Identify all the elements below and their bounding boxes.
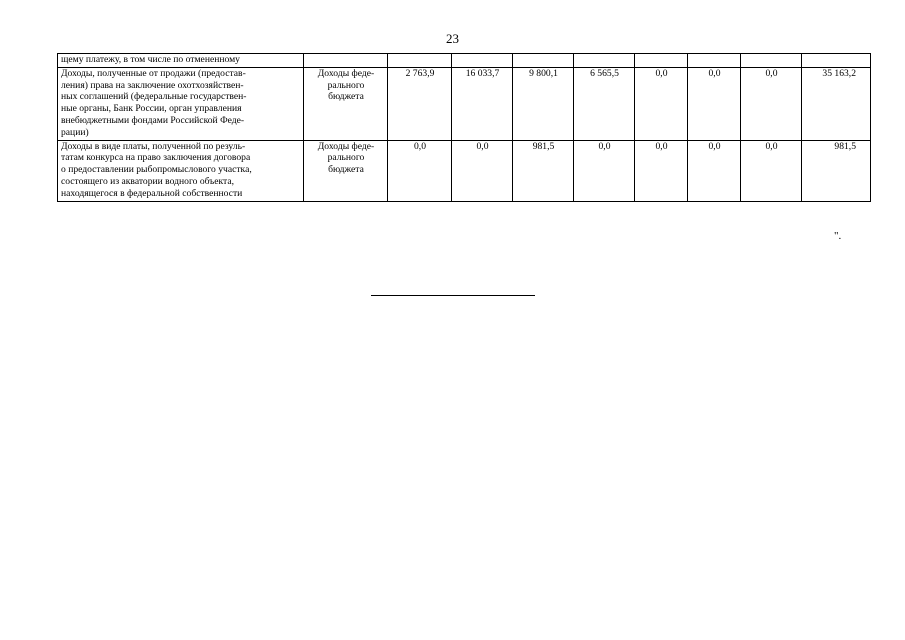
row-value: 0,0 bbox=[635, 140, 688, 201]
row-value: 9 800,1 bbox=[513, 67, 574, 140]
closing-quote-mark: ". bbox=[834, 230, 842, 242]
row-value: 0,0 bbox=[741, 67, 802, 140]
table-row-hunting-agreements bbox=[58, 67, 871, 140]
row-value: 0,0 bbox=[688, 67, 741, 140]
row-category bbox=[304, 54, 388, 68]
row-value: 0,0 bbox=[688, 140, 741, 201]
table-row-fishing-plots bbox=[58, 140, 871, 201]
row-description: Доходы, полученные от продажи (предостав- ления) права на заключение охотхозяйствен- ных соглашений (федеральные государствен- ные органы, Банк России, орган управления внебюджетными фондами Российской Феде- рации) bbox=[58, 67, 304, 140]
row-value bbox=[688, 54, 741, 68]
row-value: 0,0 bbox=[452, 140, 513, 201]
row-value bbox=[388, 54, 452, 68]
row-total bbox=[802, 54, 871, 68]
row-category: Доходы феде- рального бюджета bbox=[304, 67, 388, 140]
row-value: 2 763,9 bbox=[388, 67, 452, 140]
table-row-continuation bbox=[58, 54, 871, 68]
row-total: 981,5 bbox=[802, 140, 871, 201]
row-value: 0,0 bbox=[574, 140, 635, 201]
row-value: 981,5 bbox=[513, 140, 574, 201]
end-rule bbox=[371, 295, 535, 296]
page-number: 23 bbox=[446, 31, 459, 46]
revenue-table bbox=[57, 53, 871, 202]
row-value: 0,0 bbox=[741, 140, 802, 201]
row-value: 0,0 bbox=[635, 67, 688, 140]
row-value bbox=[741, 54, 802, 68]
row-value: 16 033,7 bbox=[452, 67, 513, 140]
row-description: Доходы в виде платы, полученной по резуль- татам конкурса на право заключения договора о предоставлении рыбопромыслового участка, состоящего из акватории водного объекта, находящегося в федеральной собственности bbox=[58, 140, 304, 201]
row-value bbox=[513, 54, 574, 68]
row-value bbox=[452, 54, 513, 68]
row-value: 6 565,5 bbox=[574, 67, 635, 140]
row-description: щему платежу, в том числе по отмененному bbox=[58, 54, 304, 68]
row-value bbox=[635, 54, 688, 68]
row-category: Доходы феде- рального бюджета bbox=[304, 140, 388, 201]
row-value: 0,0 bbox=[388, 140, 452, 201]
row-total: 35 163,2 bbox=[802, 67, 871, 140]
row-value bbox=[574, 54, 635, 68]
